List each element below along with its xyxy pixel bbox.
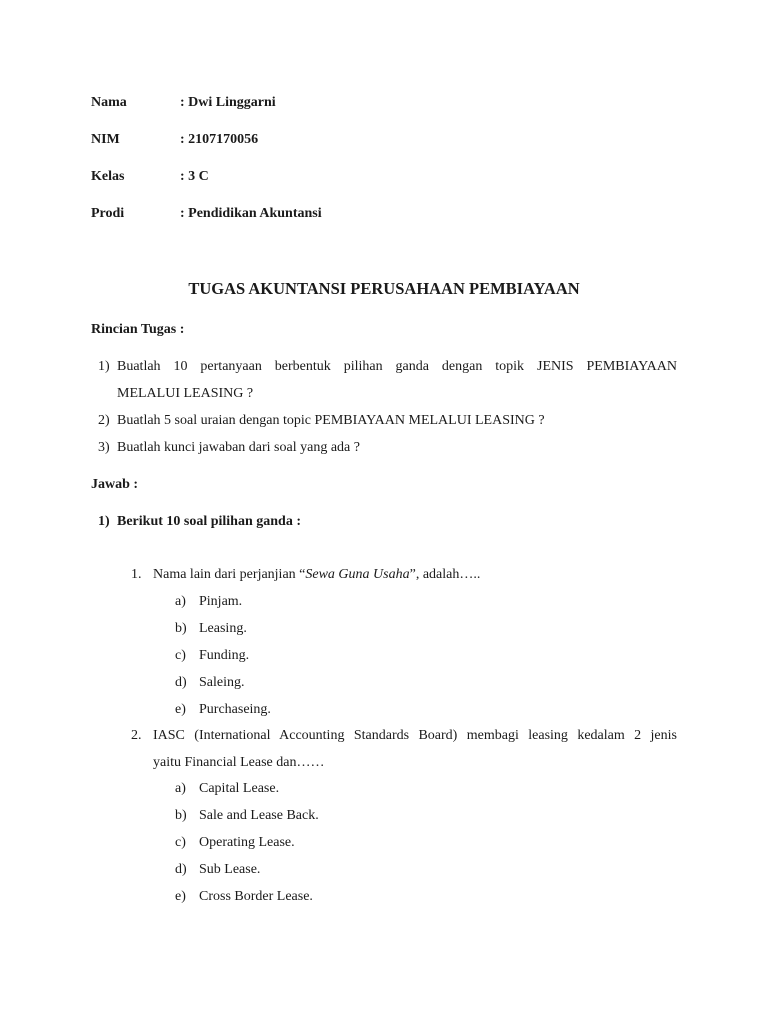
jawab-heading: Jawab :	[91, 477, 139, 492]
q2-option-a-text: Capital Lease.	[199, 781, 280, 796]
identity-label-kelas: Kelas	[91, 169, 125, 184]
q1-option-b-text: Leasing.	[199, 621, 247, 636]
rincian-item-1-line2: MELALUI LEASING ?	[117, 386, 254, 401]
document-title: TUGAS AKUNTANSI PERUSAHAAN PEMBIAYAAN	[188, 279, 580, 298]
identity-label-nama: Nama	[91, 95, 127, 110]
rincian-item-1-line1: Buatlah 10 pertanyaan berbentuk pilihan ganda dengan topik JENIS PEMBIAYAAN	[117, 359, 677, 374]
rincian-item-2-number: 2)	[98, 413, 110, 428]
q1-option-c-letter: c)	[175, 648, 186, 663]
q1-option-a-text: Pinjam.	[199, 594, 243, 609]
section-1-label: Berikut 10 soal pilihan ganda :	[117, 514, 301, 529]
question-2-number: 2.	[131, 728, 142, 743]
q2-option-a-letter: a)	[175, 781, 186, 796]
q1-option-a-letter: a)	[175, 594, 186, 609]
identity-label-nim: NIM	[91, 132, 120, 147]
identity-label-prodi: Prodi	[91, 206, 125, 221]
identity-value-nama: : Dwi Linggarni	[180, 95, 276, 110]
q1-option-d-text: Saleing.	[199, 675, 245, 690]
rincian-item-1-number: 1)	[98, 359, 110, 374]
question-1-number: 1.	[131, 567, 142, 582]
rincian-heading: Rincian Tugas :	[91, 322, 185, 337]
q2-option-e-letter: e)	[175, 889, 186, 904]
question-1-text-italic: Sewa Guna Usaha	[305, 567, 410, 582]
question-2-line1: IASC (International Accounting Standards Board) membagi leasing kedalam 2 jenis	[153, 728, 677, 743]
section-1-number: 1)	[98, 514, 110, 529]
identity-value-nim: : 2107170056	[180, 132, 259, 147]
q1-option-e-text: Purchaseing.	[199, 702, 271, 717]
question-1-text	[153, 566, 480, 584]
q2-option-b-letter: b)	[175, 808, 187, 823]
identity-value-kelas: : 3 C	[180, 169, 209, 184]
rincian-item-3-number: 3)	[98, 440, 110, 455]
rincian-item-2-text: Buatlah 5 soal uraian dengan topic PEMBIAYAAN MELALUI LEASING ?	[117, 413, 545, 428]
q2-option-c-letter: c)	[175, 835, 186, 850]
q1-option-d-letter: d)	[175, 675, 187, 690]
identity-value-prodi: : Pendidikan Akuntansi	[180, 206, 322, 221]
q1-option-c-text: Funding.	[199, 648, 250, 663]
question-1-text-before: Nama lain dari perjanjian “	[153, 567, 306, 582]
q1-option-b-letter: b)	[175, 621, 187, 636]
q2-option-d-letter: d)	[175, 862, 187, 877]
question-2-line2: yaitu Financial Lease dan……	[153, 755, 325, 770]
q2-option-d-text: Sub Lease.	[199, 862, 261, 877]
q2-option-b-text: Sale and Lease Back.	[199, 808, 319, 823]
question-1-text-after: ”, adalah…..	[409, 567, 481, 582]
q2-option-e-text: Cross Border Lease.	[199, 889, 313, 904]
q2-option-c-text: Operating Lease.	[199, 835, 295, 850]
rincian-item-3-text: Buatlah kunci jawaban dari soal yang ada ?	[117, 440, 360, 455]
q1-option-e-letter: e)	[175, 702, 186, 717]
